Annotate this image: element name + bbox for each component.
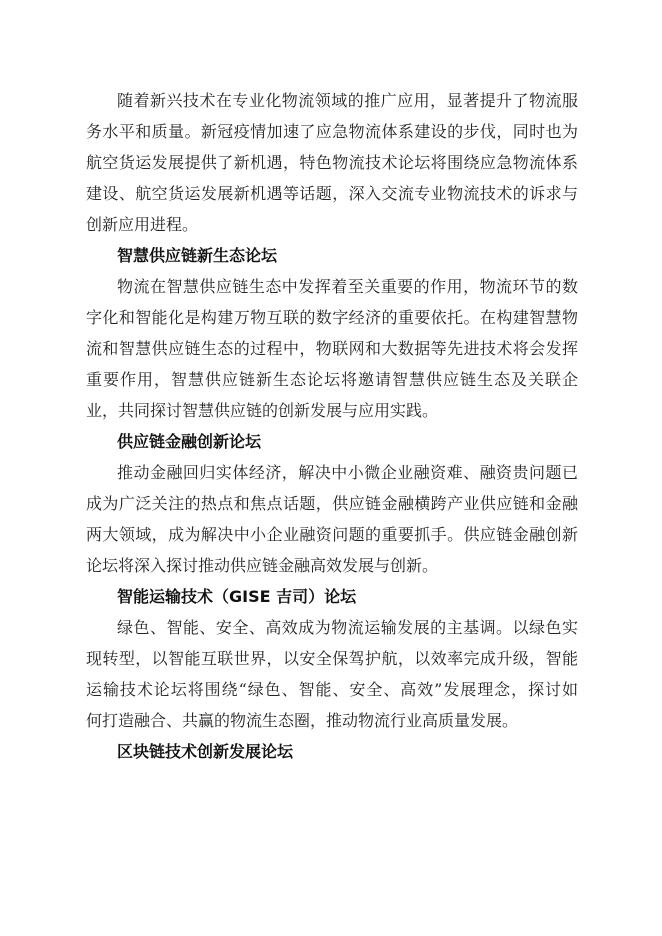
paragraph-line: 物流在智慧供应链生态中发挥着至关重要的作用，物流环节的数 [117, 277, 578, 296]
paragraph-line: 绿色、智能、安全、高效成为物流运输发展的主基调。以绿色实 [117, 618, 578, 637]
paragraph-line: 随着新兴技术在专业化物流领域的推广应用，显著提升了物流服 [117, 91, 578, 110]
paragraph-line: 成为广泛关注的热点和焦点话题，供应链金融横跨产业供应链和金融 [86, 494, 578, 513]
paragraph-line: 论坛将深入探讨推动供应链金融高效发展与创新。 [86, 556, 439, 575]
section-heading: 智慧供应链新生态论坛 [117, 246, 278, 265]
section-heading: 区块链技术创新发展论坛 [117, 742, 294, 761]
paragraph-line: 字化和智能化是构建万物互联的数字经济的重要依托。在构建智慧物 [86, 308, 578, 327]
paragraph-line: 现转型，以智能互联世界，以安全保驾护航，以效率完成升级，智能 [86, 649, 578, 668]
paragraph-line: 重要作用，智慧供应链新生态论坛将邀请智慧供应链生态及关联企 [86, 370, 578, 389]
section-heading: 供应链金融创新论坛 [117, 432, 262, 451]
section-heading: 智能运输技术（GISE 吉司）论坛 [117, 587, 357, 606]
paragraph-line: 建设、航空货运发展新机遇等话题，深入交流专业物流技术的诉求与 [86, 184, 578, 203]
paragraph-line: 何打造融合、共赢的物流生态圈，推动物流行业高质量发展。 [86, 711, 519, 730]
document-page [86, 85, 578, 767]
paragraph-line: 创新应用进程。 [86, 215, 199, 234]
paragraph-line: 务水平和质量。新冠疫情加速了应急物流体系建设的步伐，同时也为 [86, 122, 578, 141]
paragraph-line: 流和智慧供应链生态的过程中，物联网和大数据等先进技术将会发挥 [86, 339, 578, 358]
paragraph-line: 航空货运发展提供了新机遇，特色物流技术论坛将围绕应急物流体系 [86, 153, 578, 172]
paragraph-line: 运输技术论坛将围绕“绿色、智能、安全、高效”发展理念，探讨如 [86, 680, 578, 699]
paragraph-line: 业，共同探讨智慧供应链的创新发展与应用实践。 [86, 401, 439, 420]
paragraph-line: 推动金融回归实体经济，解决中小微企业融资难、融资贵问题已 [117, 463, 578, 482]
paragraph-line: 两大领域，成为解决中小企业融资问题的重要抓手。供应链金融创新 [86, 525, 578, 544]
